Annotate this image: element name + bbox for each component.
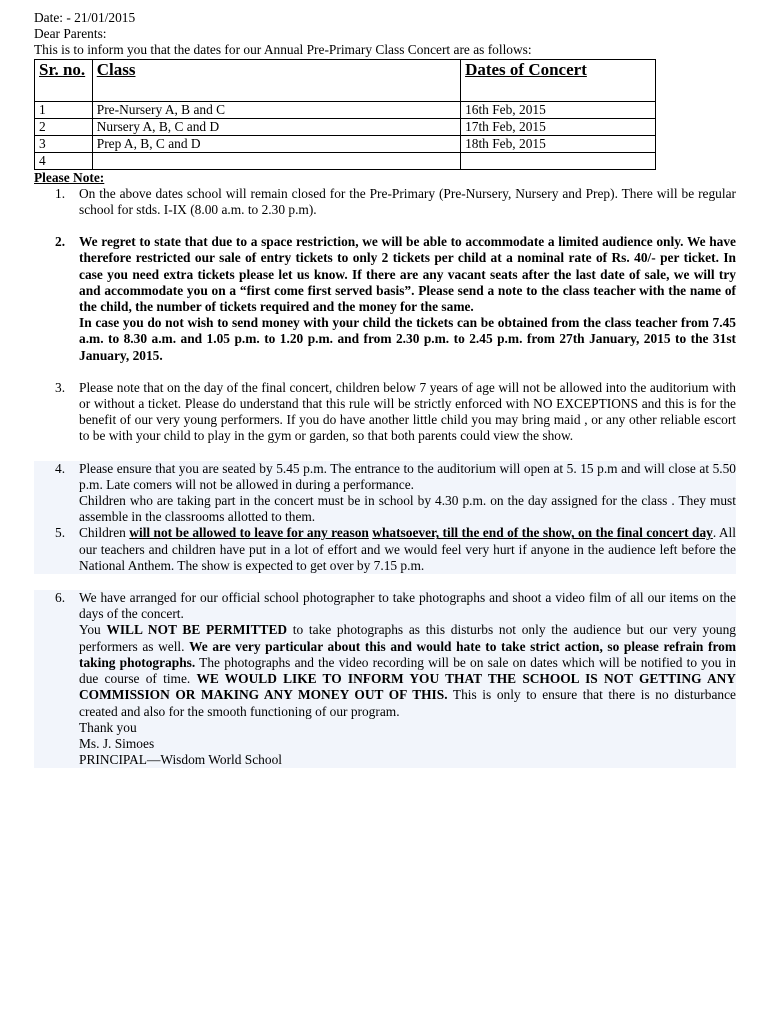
table-row [35, 135, 656, 152]
note-text: Please ensure that you are seated by 5.45 p.m. The entrance to the auditorium will open at 5. 15 p.m and will close at 5.50 p.m. Late comers will not be allowed in during a performance. [79, 460, 736, 492]
table-row [35, 118, 656, 135]
cell-sr: 2 [35, 118, 93, 135]
signoff-name: Ms. J. Simoes [79, 735, 155, 751]
date-line: Date: - 21/01/2015 [34, 10, 136, 25]
note-text: . All our teachers and children have put in a lot of effort and we would feel very hurt if anyone in the audience left before the National Anthem. The show is expected to get over by 7.15 p.m. [79, 525, 736, 573]
note-text: In case you do not wish to send money with your child the tickets can be obtained from the class teacher from 7.45 a.m. to 8.30 a.m. and 1.05 p.m. to 1.20 p.m. and from 2.30 p.m. to 2.45 p.m. from 27th January, 2015 to the 31st January, 2015. [79, 315, 736, 363]
note-number: 5. [55, 525, 66, 541]
header-dates: Dates of Concert [461, 59, 656, 101]
cell-date: 17th Feb, 2015 [461, 118, 656, 135]
note-text: The photographs and the video recording will be on sale on dates which will be notified to you in due course of time. [79, 654, 736, 687]
note-text: We regret to state that due to a space restriction, we will be able to accommodate a limited audience only. We have therefore restricted our sale of entry tickets to only 2 tickets per child at a nominal rate of Rs. 40/- per ticket. In case you need extra tickets please let us know. If there are any vacant seats after the last date of sale, we will try and accommodate you on a “first come first served basis”. Please send a note to the class teacher with the name of the child, the number of tickets required and the money for the same. [79, 234, 736, 315]
cell-date [461, 152, 656, 169]
cell-sr: 4 [35, 152, 93, 169]
note-item-5 [34, 525, 736, 574]
table-header-row [35, 59, 656, 101]
header-sr-no: Sr. no. [35, 59, 93, 101]
note-text: Children [79, 525, 126, 541]
note-number: 1. [55, 185, 66, 201]
cell-class: Pre-Nursery A, B and C [92, 101, 460, 118]
cell-sr: 3 [35, 135, 93, 152]
note-text: Children who are taking part in the concert must be in school by 4.30 p.m. on the day assigned for the class . They must assemble in the classrooms allotted to them. [79, 493, 736, 525]
concert-dates-table [34, 59, 656, 170]
note-item-1 [34, 186, 736, 218]
note-paragraph [79, 622, 736, 719]
cell-date: 16th Feb, 2015 [461, 101, 656, 118]
intro-line: This is to inform you that the dates for our Annual Pre-Primary Class Concert are as follows: [34, 42, 532, 58]
table-row [35, 101, 656, 118]
note-emphasis: WILL NOT BE PERMITTED [106, 622, 288, 638]
note-text: On the above dates school will remain closed for the Pre-Primary (Pre-Nursery, Nursery and Prep). There will be regular school for stds. I-IX (8.00 a.m. to 2.30 p.m). [79, 185, 736, 218]
note-text: to take photographs as this disturbs not only the audience but our very young performers as well. [79, 622, 736, 654]
table-row [35, 152, 656, 169]
greeting: Dear Parents: [34, 26, 107, 42]
cell-class [92, 152, 460, 169]
note-emphasis: We are very particular about this and would hate to take strict action, so please refrain from taking photographs. [79, 638, 736, 670]
signoff-title: PRINCIPAL—Wisdom World School [79, 752, 282, 768]
note-emphasis: WE WOULD LIKE TO INFORM YOU THAT THE SCHOOL IS NOT GETTING ANY COMMISSION OR MAKING ANY MONEY OUT OF THIS. [79, 671, 736, 703]
note-item-4 [34, 461, 736, 526]
note-number: 3. [55, 379, 66, 395]
note-item-3 [34, 380, 736, 445]
note-emphasis: will not be allowed to leave for any reason [129, 525, 369, 541]
header-class: Class [92, 59, 460, 101]
cell-class: Nursery A, B, C and D [92, 118, 460, 135]
note-text: This is only to ensure that there is no disturbance created and also for the smooth functioning of our program. [79, 687, 736, 719]
note-text: Please note that on the day of the final concert, children below 7 years of age will not be allowed into the auditorium with or without a ticket. Please do understand that this rule will be strictly enforced with NO EXCEPTIONS and this is for the benefit of our very young performers. If you do have another little child you may bring maid , or any other reliable escort to be with your child to play in the gym or garden, so that both parents could view the show. [79, 379, 736, 444]
note-number: 2. [55, 234, 66, 250]
cell-sr: 1 [35, 101, 93, 118]
signoff-thanks: Thank you [79, 719, 137, 735]
circular-page [34, 10, 736, 768]
note-number: 6. [55, 590, 66, 606]
cell-class: Prep A, B, C and D [92, 135, 460, 152]
note-number: 4. [55, 460, 66, 476]
note-text: You [79, 622, 101, 638]
please-note-heading: Please Note: [34, 169, 105, 185]
note-item-2 [34, 234, 736, 364]
note-emphasis: whatsoever, till the end of the show, on the final concert day [372, 525, 713, 541]
cell-date: 18th Feb, 2015 [461, 135, 656, 152]
note-text: We have arranged for our official school photographer to take photographs and shoot a video film of all our items on the days of the concert. [79, 590, 736, 622]
note-item-6 [34, 590, 736, 768]
